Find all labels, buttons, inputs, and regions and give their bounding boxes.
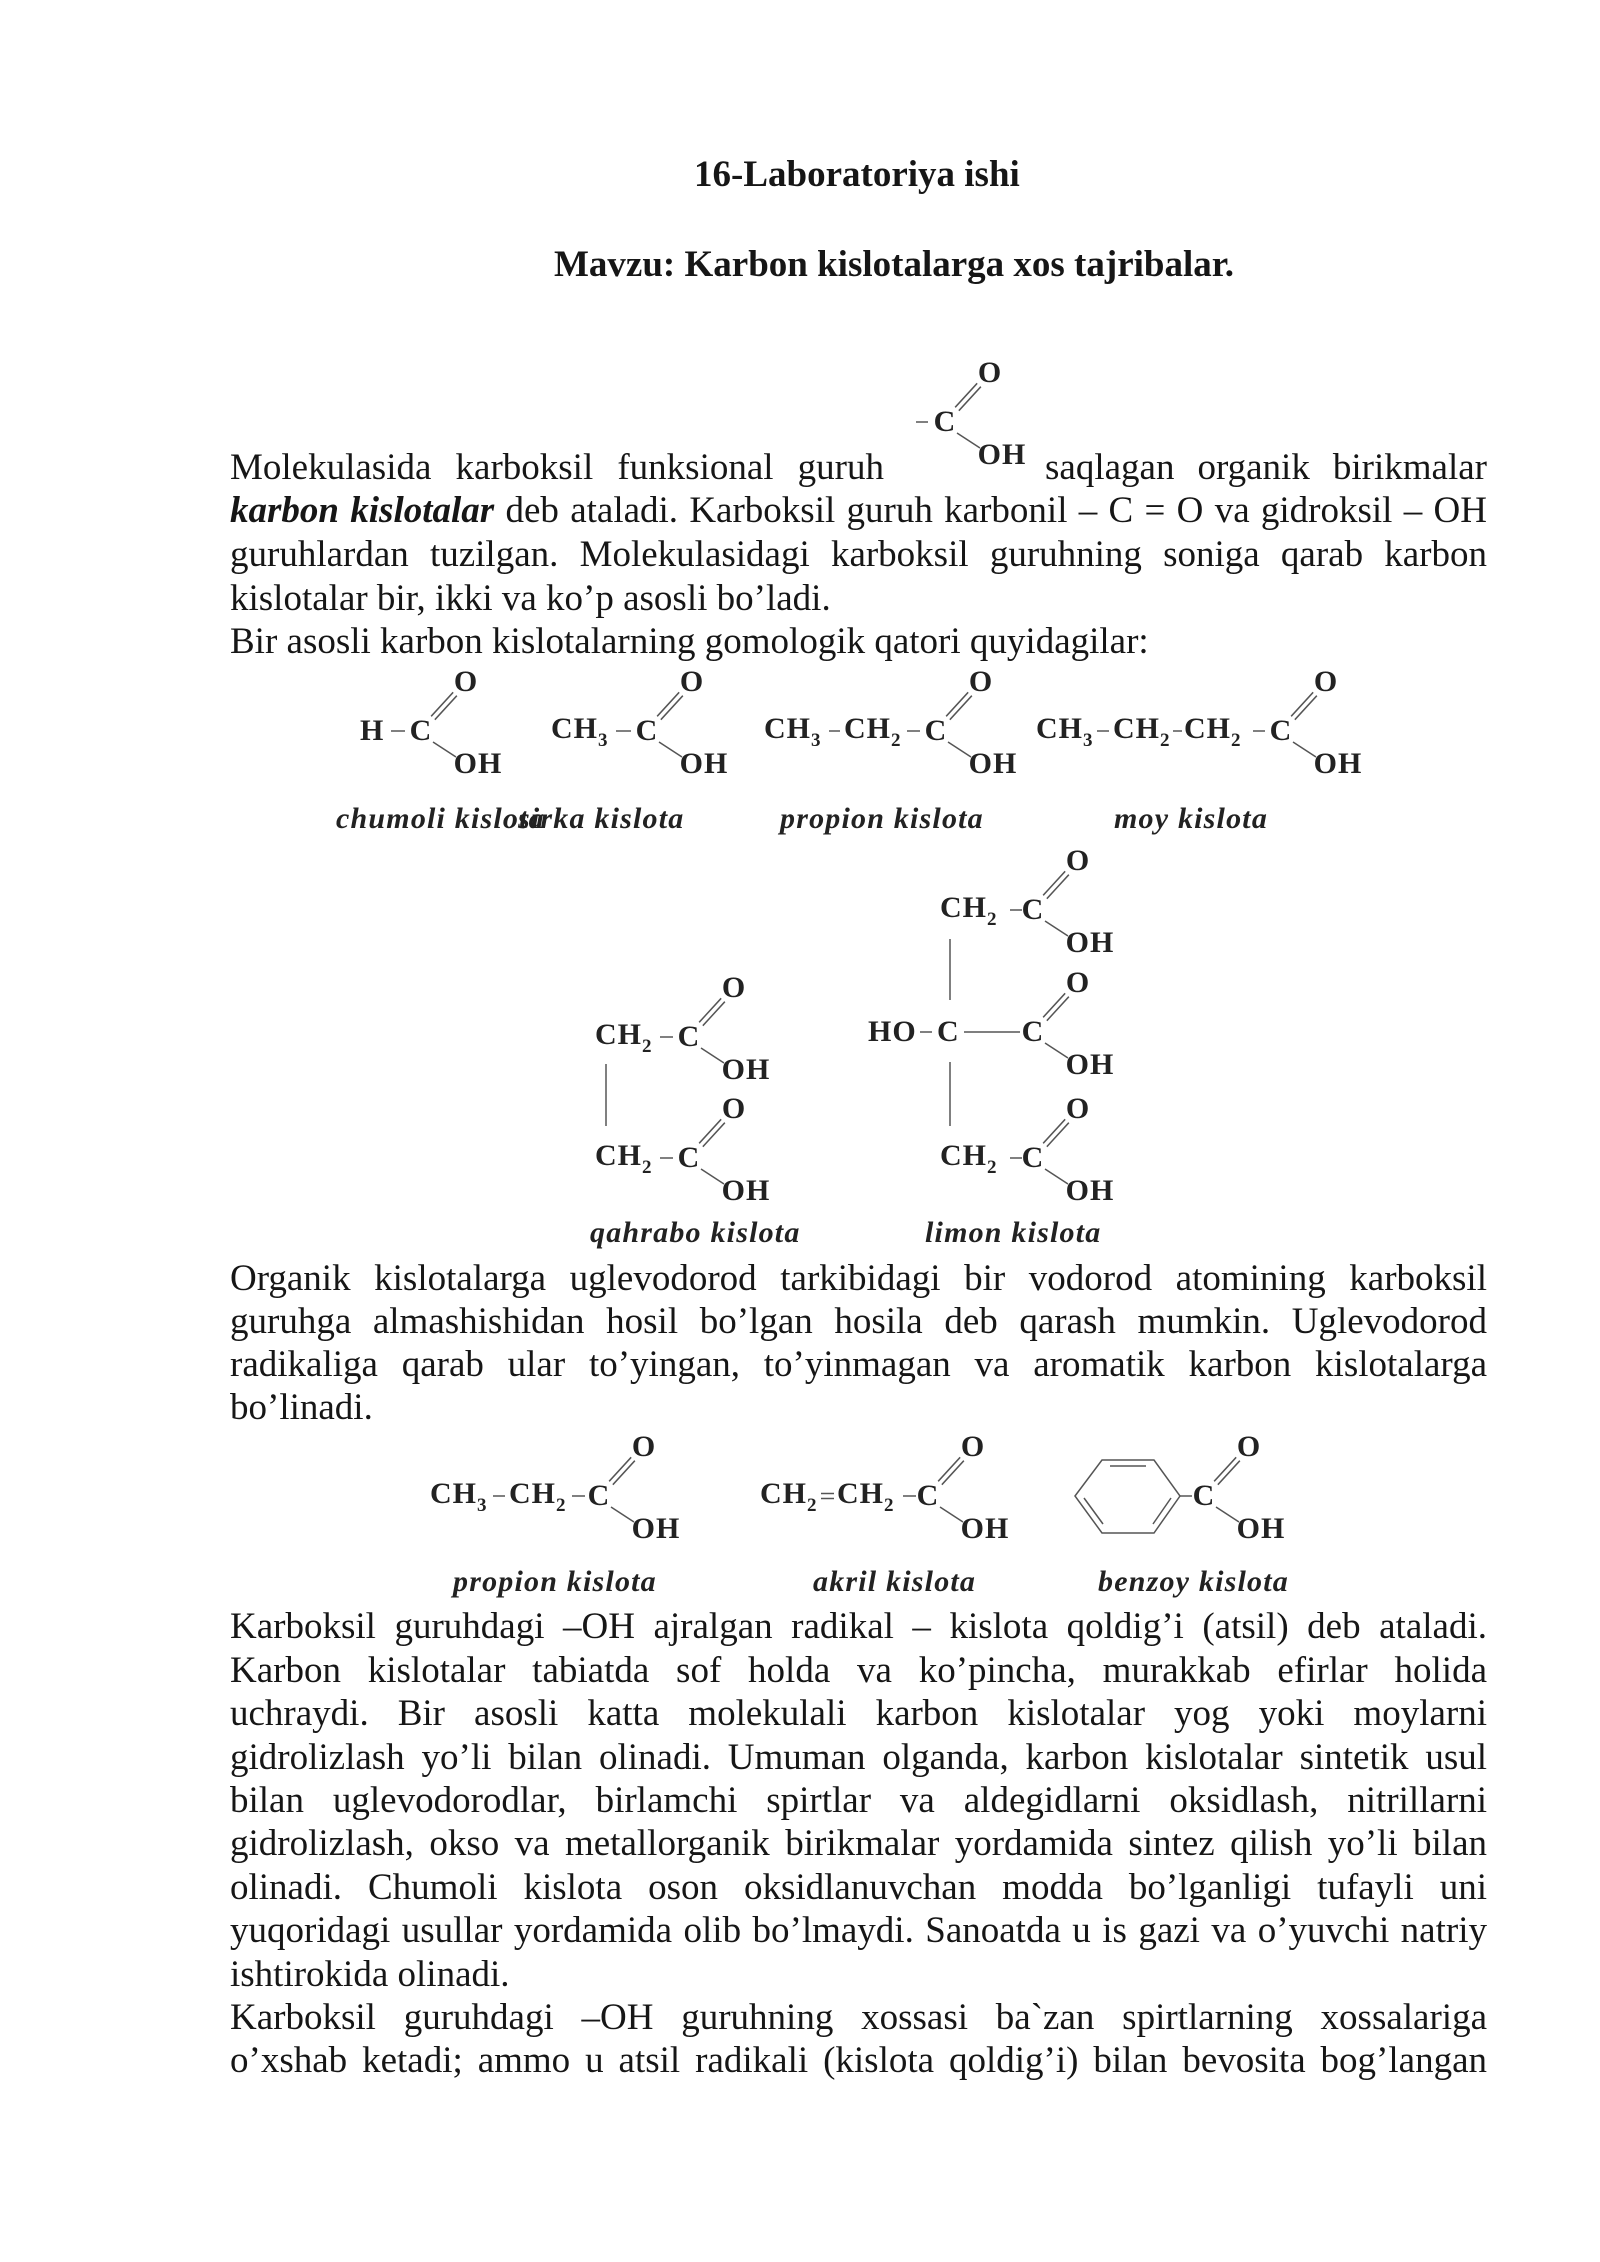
carbonyl-oxygen: O — [679, 665, 705, 698]
group-subscript: 2 — [884, 1495, 895, 1516]
chain-group — [1036, 712, 1094, 751]
carbonyl-oxygen: O — [1065, 844, 1091, 877]
group-subscript: 3 — [477, 1495, 488, 1516]
paragraph-line: uchraydi. Bir asosli katta molekulali karbon kislotalar yog yoki moylarni — [230, 1692, 1487, 1734]
carboxyl-carbon: C — [933, 405, 957, 438]
paragraph-line: ishtirokida olinadi. — [230, 1953, 510, 1995]
carbonyl-double-bond — [1218, 1461, 1240, 1485]
carbonyl-double-bond — [955, 383, 977, 407]
group-symbol: HO — [868, 1015, 917, 1048]
paragraph-line: bo’linadi. — [230, 1386, 373, 1428]
benzene-inner-bond — [1084, 1498, 1103, 1524]
carbonyl-double-bond — [1047, 875, 1069, 899]
hydroxyl-bond — [701, 1169, 724, 1184]
paragraph-line: yuqoridagi usullar yordamida olib bo’lmaydi. Sanoatda u is gazi va o’yuvchi natriy — [230, 1909, 1487, 1951]
hydroxyl-bond — [1293, 742, 1316, 757]
carboxyl-carbon: C — [587, 1479, 611, 1512]
carbonyl-double-bond — [938, 1457, 960, 1481]
group-symbol: H — [360, 714, 385, 747]
carboxyl-carbon: C — [1021, 1015, 1045, 1048]
acid-name: akril kislota — [813, 1565, 977, 1598]
carbonyl-double-bond — [1043, 1119, 1065, 1143]
carbonyl-double-bond — [699, 998, 721, 1022]
acid-name: moy kislota — [1114, 802, 1269, 835]
acid-name: chumoli kislota — [336, 802, 545, 835]
group-symbol: CH — [764, 712, 811, 745]
acid-name: sirka kislota — [518, 802, 685, 835]
hydroxyl-group: OH — [679, 747, 729, 780]
group-subscript: 2 — [987, 909, 998, 930]
group-symbol: CH — [940, 1139, 987, 1172]
carbonyl-double-bond — [1295, 696, 1317, 720]
group-subscript: 3 — [811, 730, 822, 751]
paragraph-line: olinadi. Chumoli kislota oson oksidlanuvchan modda bo’lganligi tufayli uni — [230, 1866, 1487, 1908]
carbonyl-double-bond — [1043, 993, 1065, 1017]
carbonyl-double-bond — [950, 696, 972, 720]
chain-group — [1184, 712, 1242, 751]
group-subscript: 2 — [891, 730, 902, 751]
benzene-ring — [1075, 1460, 1180, 1533]
group-symbol: CH — [837, 1477, 884, 1510]
carbonyl-double-bond — [1291, 692, 1313, 716]
carbonyl-oxygen: O — [721, 1092, 747, 1125]
paragraph-line: guruhga almashishidan hosil bo’lgan hosila deb qarash mumkin. Uglevodorod — [230, 1300, 1487, 1342]
hydroxyl-group: OH — [1236, 1512, 1286, 1545]
paragraph-line — [230, 446, 884, 489]
carbonyl-double-bond — [1214, 1457, 1236, 1481]
chain-group — [595, 1018, 653, 1057]
hydroxyl-bond — [957, 433, 980, 448]
hydroxyl-bond — [948, 742, 971, 757]
chain-group — [1113, 712, 1171, 751]
hydroxyl-bond — [433, 742, 456, 757]
carboxyl-carbon: C — [409, 714, 433, 747]
carbonyl-oxygen: O — [1313, 665, 1339, 698]
chain-group — [837, 1477, 895, 1516]
paragraph-line: gidrolizlash, okso va metallorganik birikmalar yordamida sintez qilish yo’li bilan — [230, 1822, 1487, 1864]
group-symbol: CH — [1184, 712, 1231, 745]
hydroxyl-bond — [701, 1048, 724, 1063]
carboxyl-carbon: C — [1192, 1479, 1216, 1512]
paragraph-line: Karbon kislotalar tabiatda sof holda va ko’pincha, murakkab efirlar holida — [230, 1649, 1487, 1691]
group-subscript: 2 — [556, 1495, 567, 1516]
carbonyl-double-bond — [613, 1461, 635, 1485]
group-symbol: CH — [595, 1139, 642, 1172]
carbonyl-double-bond — [609, 1457, 631, 1481]
chain-group — [844, 712, 902, 751]
paragraph-line: Organik kislotalarga uglevodorod tarkibidagi bir vodorod atomining karboksil — [230, 1257, 1487, 1299]
carboxyl-carbon: C — [677, 1020, 701, 1053]
chain-group — [551, 712, 609, 751]
defined-term: karbon kislotalar — [230, 490, 495, 531]
group-subscript: 2 — [642, 1157, 653, 1178]
hydroxyl-bond — [940, 1507, 963, 1522]
carbonyl-oxygen: O — [631, 1430, 657, 1463]
hydroxyl-group: OH — [960, 1512, 1010, 1545]
hydroxyl-group: OH — [721, 1174, 771, 1207]
carbonyl-oxygen: O — [960, 1430, 986, 1463]
group-symbol: CH — [595, 1018, 642, 1051]
chain-group — [764, 712, 822, 751]
carboxyl-carbon: C — [924, 714, 948, 747]
hydroxyl-bond — [659, 742, 682, 757]
group-symbol: CH — [509, 1477, 556, 1510]
carboxyl-carbon: C — [635, 714, 659, 747]
paragraph-line: guruhlardan tuzilgan. Molekulasidagi karboksil guruhning soniga qarab karbon — [230, 533, 1487, 575]
chain-group — [430, 1477, 488, 1516]
hydroxyl-bond — [611, 1507, 634, 1522]
carbonyl-double-bond — [431, 692, 453, 716]
hydroxyl-group: OH — [1065, 1174, 1115, 1207]
hydroxyl-group: OH — [968, 747, 1018, 780]
line-text: Molekulasida karboksil funksional guruh — [230, 447, 884, 488]
carbonyl-double-bond — [435, 696, 457, 720]
group-subscript: 3 — [1083, 730, 1094, 751]
hydroxyl-bond — [1216, 1507, 1239, 1522]
group-subscript: 2 — [1160, 730, 1171, 751]
group-symbol: CH — [760, 1477, 807, 1510]
carboxyl-carbon: C — [677, 1141, 701, 1174]
paragraph-line: o’xshab ketadi; ammo u atsil radikali (kislota qoldig’i) bilan bevosita bog’langan — [230, 2039, 1487, 2081]
carbonyl-oxygen: O — [977, 356, 1003, 389]
hydroxyl-bond — [1045, 921, 1068, 936]
carbonyl-oxygen: O — [968, 665, 994, 698]
carbonyl-double-bond — [703, 1002, 725, 1026]
group-symbol: CH — [1036, 712, 1083, 745]
group-symbol: CH — [1113, 712, 1160, 745]
paragraph-line: Karboksil guruhdagi –OH guruhning xossasi ba`zan spirtlarning xossalariga — [230, 1996, 1487, 2038]
carbonyl-double-bond — [1043, 871, 1065, 895]
carbonyl-double-bond — [703, 1123, 725, 1147]
hydroxyl-group: OH — [1313, 747, 1363, 780]
group-symbol: CH — [844, 712, 891, 745]
chain-group — [595, 1139, 653, 1178]
chain-group — [940, 1139, 998, 1178]
hydroxyl-bond — [1045, 1043, 1068, 1058]
group-subscript: 2 — [987, 1157, 998, 1178]
topic-heading: Mavzu: Karbon kislotalarga xos tajribalar. — [554, 244, 1235, 285]
group-symbol: CH — [430, 1477, 477, 1510]
chain-group — [868, 1017, 917, 1047]
acid-name: propion kislota — [780, 802, 984, 835]
paragraph-line: kislotalar bir, ikki va ko’p asosli bo’ladi. — [230, 577, 831, 619]
group-subscript: 2 — [807, 1495, 818, 1516]
carbonyl-oxygen: O — [1065, 966, 1091, 999]
carboxyl-carbon: C — [1021, 893, 1045, 926]
paragraph-line: bilan uglevodorodlar, birlamchi spirtlar va aldegidlarni oksidlash, nitrillarni — [230, 1779, 1487, 1821]
acid-name: limon kislota — [925, 1216, 1102, 1249]
group-subscript: 2 — [642, 1036, 653, 1057]
carboxyl-carbon: C — [1021, 1141, 1045, 1174]
line-text: saqlagan organik birikmalar — [1045, 447, 1487, 488]
hydroxyl-group: OH — [1065, 926, 1115, 959]
chain-group — [760, 1477, 818, 1516]
group-subscript: 3 — [598, 730, 609, 751]
benzene-inner-bond — [1153, 1498, 1171, 1524]
group-subscript: 2 — [1231, 730, 1242, 751]
hydroxyl-group: OH — [721, 1053, 771, 1086]
hydroxyl-group: OH — [631, 1512, 681, 1545]
acid-name: qahrabo kislota — [590, 1216, 801, 1249]
carbonyl-double-bond — [661, 696, 683, 720]
acid-name: benzoy kislota — [1098, 1565, 1289, 1598]
chain-group — [509, 1477, 567, 1516]
hydroxyl-group: OH — [453, 747, 503, 780]
paragraph-line — [230, 489, 1487, 532]
group-symbol: C — [937, 1015, 960, 1048]
chain-group — [940, 891, 998, 930]
hydroxyl-group: OH — [977, 438, 1027, 471]
carbonyl-double-bond — [657, 692, 679, 716]
carbonyl-oxygen: O — [1065, 1092, 1091, 1125]
carbonyl-oxygen: O — [721, 971, 747, 1004]
carbonyl-double-bond — [1047, 1123, 1069, 1147]
carbonyl-double-bond — [959, 387, 981, 411]
paragraph-line: Karboksil guruhdagi –OH ajralgan radikal – kislota qoldig’i (atsil) deb ataladi. — [230, 1605, 1487, 1647]
carbonyl-oxygen: O — [1236, 1430, 1262, 1463]
paragraph-line — [1045, 446, 1487, 489]
line-text: deb ataladi. Karboksil guruh karbonil – C = O va gidroksil – OH — [494, 490, 1487, 531]
acid-name: propion kislota — [453, 1565, 657, 1598]
lab-title: 16-Laboratoriya ishi — [694, 154, 1020, 195]
paragraph-line: gidrolizlash yo’li bilan olinadi. Umuman olganda, karbon kislotalar sintetik usul — [230, 1736, 1487, 1778]
chain-group — [360, 716, 384, 746]
carbonyl-double-bond — [942, 1461, 964, 1485]
carbonyl-double-bond — [699, 1119, 721, 1143]
hydroxyl-bond — [1045, 1169, 1068, 1184]
carboxyl-carbon: C — [1269, 714, 1293, 747]
group-symbol: CH — [940, 891, 987, 924]
carbonyl-double-bond — [946, 692, 968, 716]
hydroxyl-group: OH — [1065, 1048, 1115, 1081]
paragraph-line: radikaliga qarab ular to’yingan, to’yinmagan va aromatik karbon kislotalarga — [230, 1343, 1487, 1385]
carbonyl-oxygen: O — [453, 665, 479, 698]
chain-group — [937, 1017, 960, 1047]
group-symbol: CH — [551, 712, 598, 745]
carboxyl-carbon: C — [916, 1479, 940, 1512]
carbonyl-double-bond — [1047, 997, 1069, 1021]
paragraph-line: Bir asosli karbon kislotalarning gomologik qatori quyidagilar: — [230, 620, 1149, 662]
